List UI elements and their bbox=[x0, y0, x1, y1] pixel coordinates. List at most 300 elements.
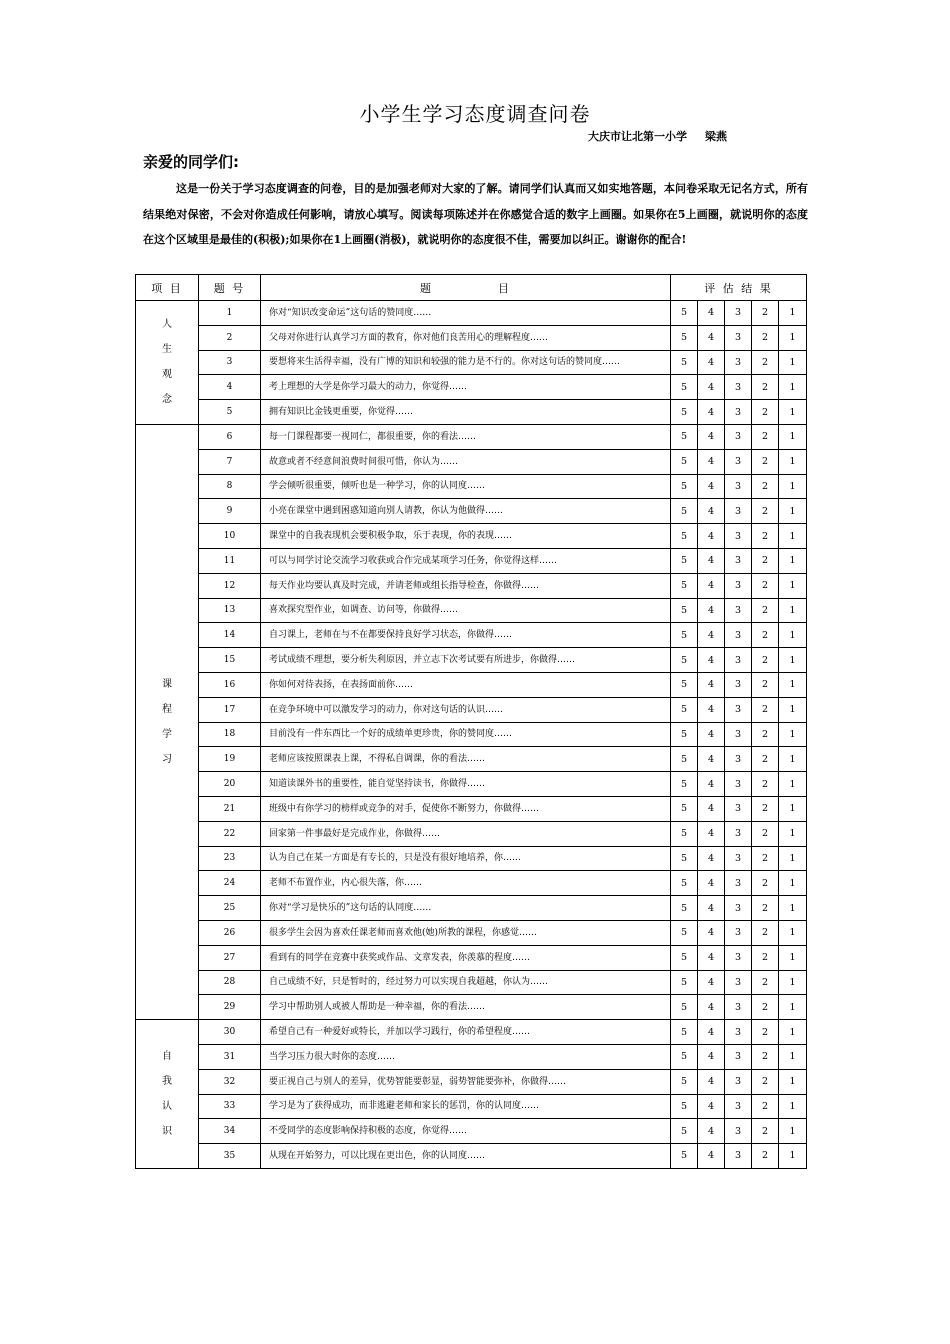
greeting: 亲爱的同学们: bbox=[143, 153, 239, 171]
header-project: 项 目 bbox=[136, 275, 199, 301]
score-option-4[interactable]: 4 bbox=[698, 1069, 725, 1094]
score-option-2[interactable]: 2 bbox=[752, 821, 779, 846]
score-option-4[interactable]: 4 bbox=[698, 821, 725, 846]
table-row bbox=[136, 499, 807, 524]
score-option-5[interactable]: 5 bbox=[671, 697, 698, 722]
score-option-5[interactable]: 5 bbox=[671, 796, 698, 821]
score-option-3[interactable]: 3 bbox=[725, 548, 752, 573]
score-option-3[interactable]: 3 bbox=[725, 896, 752, 921]
score-option-3[interactable]: 3 bbox=[725, 301, 752, 326]
score-option-4[interactable]: 4 bbox=[698, 325, 725, 350]
score-option-2[interactable]: 2 bbox=[752, 524, 779, 549]
section-char: 人 bbox=[162, 319, 172, 331]
question-text: 可以与同学讨论交流学习收获或合作完成某项学习任务，你觉得这样…… bbox=[261, 548, 671, 573]
score-option-1[interactable]: 1 bbox=[779, 821, 807, 846]
question-text: 认为自己在某一方面是有专长的，只是没有很好地培养，你…… bbox=[261, 846, 671, 871]
score-option-5[interactable]: 5 bbox=[671, 449, 698, 474]
section-char: 识 bbox=[162, 1126, 172, 1137]
score-option-4[interactable]: 4 bbox=[698, 573, 725, 598]
score-option-3[interactable]: 3 bbox=[725, 1144, 752, 1169]
question-number: 35 bbox=[199, 1144, 261, 1169]
section-char: 观 bbox=[162, 369, 172, 381]
question-number: 11 bbox=[199, 548, 261, 573]
question-number: 33 bbox=[199, 1094, 261, 1119]
question-number: 25 bbox=[199, 896, 261, 921]
question-text: 课堂中的自我表现机会要积极争取，乐于表现，你的表现…… bbox=[261, 524, 671, 549]
table-row bbox=[136, 623, 807, 648]
question-number: 1 bbox=[199, 301, 261, 326]
score-option-3[interactable]: 3 bbox=[725, 648, 752, 673]
score-option-5[interactable]: 5 bbox=[671, 1144, 698, 1169]
header-question: 题 目 bbox=[261, 275, 671, 301]
table-row bbox=[136, 796, 807, 821]
score-option-2[interactable]: 2 bbox=[752, 995, 779, 1020]
question-text: 喜欢探究型作业，如调查、访问等，你做得…… bbox=[261, 598, 671, 623]
score-option-2[interactable]: 2 bbox=[752, 375, 779, 400]
score-option-3[interactable]: 3 bbox=[725, 1020, 752, 1045]
score-option-5[interactable]: 5 bbox=[671, 301, 698, 326]
question-number: 10 bbox=[199, 524, 261, 549]
score-option-5[interactable]: 5 bbox=[671, 623, 698, 648]
score-option-3[interactable]: 3 bbox=[725, 474, 752, 499]
section-char: 认 bbox=[162, 1101, 172, 1112]
table-row bbox=[136, 1020, 807, 1045]
question-number: 19 bbox=[199, 747, 261, 772]
score-option-1[interactable]: 1 bbox=[779, 598, 807, 623]
score-option-1[interactable]: 1 bbox=[779, 1094, 807, 1119]
score-option-1[interactable]: 1 bbox=[779, 648, 807, 673]
score-option-2[interactable]: 2 bbox=[752, 598, 779, 623]
question-text: 故意或者不经意间浪费时间很可惜，你认为…… bbox=[261, 449, 671, 474]
question-number: 2 bbox=[199, 325, 261, 350]
score-option-4[interactable]: 4 bbox=[698, 796, 725, 821]
page-title: 小学生学习态度调查问卷 bbox=[359, 102, 591, 126]
score-option-2[interactable]: 2 bbox=[752, 747, 779, 772]
question-text: 考上理想的大学是你学习最大的动力，你觉得…… bbox=[261, 375, 671, 400]
score-option-2[interactable]: 2 bbox=[752, 896, 779, 921]
score-option-3[interactable]: 3 bbox=[725, 499, 752, 524]
question-text: 每一门课程都要一视同仁，都很重要，你的看法…… bbox=[261, 424, 671, 449]
score-option-1[interactable]: 1 bbox=[779, 524, 807, 549]
question-text: 考试成绩不理想，要分析失利原因，并立志下次考试要有所进步，你做得…… bbox=[261, 648, 671, 673]
score-option-2[interactable]: 2 bbox=[752, 424, 779, 449]
table-row bbox=[136, 697, 807, 722]
table-row bbox=[136, 672, 807, 697]
score-option-4[interactable]: 4 bbox=[698, 970, 725, 995]
score-option-5[interactable]: 5 bbox=[671, 896, 698, 921]
score-option-2[interactable]: 2 bbox=[752, 920, 779, 945]
score-option-4[interactable]: 4 bbox=[698, 995, 725, 1020]
question-text: 自己成绩不好，只是暂时的，经过努力可以实现自我超越，你认为…… bbox=[261, 970, 671, 995]
score-option-2[interactable]: 2 bbox=[752, 846, 779, 871]
table-row bbox=[136, 846, 807, 871]
question-number: 21 bbox=[199, 796, 261, 821]
score-option-5[interactable]: 5 bbox=[671, 970, 698, 995]
table-row bbox=[136, 548, 807, 573]
question-number: 3 bbox=[199, 350, 261, 375]
question-text: 目前没有一件东西比一个好的成绩单更珍贵，你的赞同度…… bbox=[261, 722, 671, 747]
score-option-1[interactable]: 1 bbox=[779, 449, 807, 474]
table-row bbox=[136, 1119, 807, 1144]
table-row bbox=[136, 449, 807, 474]
score-option-5[interactable]: 5 bbox=[671, 548, 698, 573]
score-option-3[interactable]: 3 bbox=[725, 772, 752, 797]
score-option-1[interactable]: 1 bbox=[779, 896, 807, 921]
score-option-4[interactable]: 4 bbox=[698, 648, 725, 673]
score-option-4[interactable]: 4 bbox=[698, 1044, 725, 1069]
score-option-2[interactable]: 2 bbox=[752, 573, 779, 598]
score-option-5[interactable]: 5 bbox=[671, 424, 698, 449]
table-row bbox=[136, 350, 807, 375]
score-option-5[interactable]: 5 bbox=[671, 871, 698, 896]
question-number: 12 bbox=[199, 573, 261, 598]
score-option-1[interactable]: 1 bbox=[779, 350, 807, 375]
score-option-3[interactable]: 3 bbox=[725, 672, 752, 697]
score-option-3[interactable]: 3 bbox=[725, 375, 752, 400]
score-option-5[interactable]: 5 bbox=[671, 524, 698, 549]
question-text: 自习课上，老师在与不在都要保持良好学习状态，你做得…… bbox=[261, 623, 671, 648]
score-option-2[interactable]: 2 bbox=[752, 648, 779, 673]
score-option-1[interactable]: 1 bbox=[779, 697, 807, 722]
score-option-1[interactable]: 1 bbox=[779, 400, 807, 425]
score-option-4[interactable]: 4 bbox=[698, 499, 725, 524]
score-option-3[interactable]: 3 bbox=[725, 400, 752, 425]
score-option-4[interactable]: 4 bbox=[698, 672, 725, 697]
question-text: 看到有的同学在竞赛中获奖或作品、文章发表，你羡慕的程度…… bbox=[261, 945, 671, 970]
score-option-5[interactable]: 5 bbox=[671, 920, 698, 945]
score-option-2[interactable]: 2 bbox=[752, 1094, 779, 1119]
score-option-4[interactable]: 4 bbox=[698, 747, 725, 772]
question-text: 不受同学的态度影响保持积极的态度，你觉得…… bbox=[261, 1119, 671, 1144]
score-option-1[interactable]: 1 bbox=[779, 995, 807, 1020]
score-option-4[interactable]: 4 bbox=[698, 474, 725, 499]
question-text: 回家第一件事最好是完成作业，你做得…… bbox=[261, 821, 671, 846]
score-option-2[interactable]: 2 bbox=[752, 350, 779, 375]
score-option-4[interactable]: 4 bbox=[698, 598, 725, 623]
score-option-1[interactable]: 1 bbox=[779, 623, 807, 648]
score-option-5[interactable]: 5 bbox=[671, 598, 698, 623]
survey-table bbox=[135, 274, 807, 1169]
score-option-1[interactable]: 1 bbox=[779, 945, 807, 970]
score-option-5[interactable]: 5 bbox=[671, 1119, 698, 1144]
table-row bbox=[136, 598, 807, 623]
author-line bbox=[588, 128, 727, 144]
score-option-5[interactable]: 5 bbox=[671, 1069, 698, 1094]
score-option-1[interactable]: 1 bbox=[779, 970, 807, 995]
table-row bbox=[136, 772, 807, 797]
score-option-3[interactable]: 3 bbox=[725, 945, 752, 970]
intro-paragraph: 这是一份关于学习态度调查的问卷，目的是加强老师对大家的了解。请同学们认真而又如实地答题，本问卷采取无记名方式，所有结果绝对保密，不会对你造成任何影响，请放心填写。阅读每项陈述并在你感觉合适的数字上画圈。如果你在5上画圈，就说明你的态度在这个区域里是最佳的(积极);如果你在1上画圈(消极)，就说明你的态度很不佳，需要加以纠正。谢谢你的配合! bbox=[143, 182, 808, 246]
score-option-3[interactable]: 3 bbox=[725, 871, 752, 896]
section-char: 生 bbox=[162, 344, 172, 356]
question-number: 16 bbox=[199, 672, 261, 697]
question-text: 希望自己有一种爱好或特长，并加以学习践行，你的希望程度…… bbox=[261, 1020, 671, 1045]
table-row bbox=[136, 648, 807, 673]
score-option-2[interactable]: 2 bbox=[752, 623, 779, 648]
score-option-5[interactable]: 5 bbox=[671, 772, 698, 797]
score-option-5[interactable]: 5 bbox=[671, 995, 698, 1020]
score-option-1[interactable]: 1 bbox=[779, 920, 807, 945]
score-option-5[interactable]: 5 bbox=[671, 1044, 698, 1069]
score-option-2[interactable]: 2 bbox=[752, 697, 779, 722]
score-option-3[interactable]: 3 bbox=[725, 1094, 752, 1119]
score-option-2[interactable]: 2 bbox=[752, 1044, 779, 1069]
question-number: 6 bbox=[199, 424, 261, 449]
section-char: 学 bbox=[162, 729, 172, 741]
score-option-5[interactable]: 5 bbox=[671, 1094, 698, 1119]
score-option-1[interactable]: 1 bbox=[779, 772, 807, 797]
score-option-4[interactable]: 4 bbox=[698, 623, 725, 648]
score-option-1[interactable]: 1 bbox=[779, 424, 807, 449]
question-number: 32 bbox=[199, 1069, 261, 1094]
question-text: 你如何对待表扬，在表扬面前你…… bbox=[261, 672, 671, 697]
score-option-4[interactable]: 4 bbox=[698, 697, 725, 722]
score-option-5[interactable]: 5 bbox=[671, 573, 698, 598]
score-option-3[interactable]: 3 bbox=[725, 722, 752, 747]
table-row bbox=[136, 896, 807, 921]
score-option-5[interactable]: 5 bbox=[671, 375, 698, 400]
score-option-4[interactable]: 4 bbox=[698, 1094, 725, 1119]
score-option-5[interactable]: 5 bbox=[671, 400, 698, 425]
question-text: 拥有知识比金钱更重要，你觉得…… bbox=[261, 400, 671, 425]
question-number: 31 bbox=[199, 1044, 261, 1069]
score-option-4[interactable]: 4 bbox=[698, 1144, 725, 1169]
score-option-1[interactable]: 1 bbox=[779, 375, 807, 400]
score-option-2[interactable]: 2 bbox=[752, 1144, 779, 1169]
table-row bbox=[136, 995, 807, 1020]
score-option-3[interactable]: 3 bbox=[725, 1044, 752, 1069]
question-text: 在竞争环境中可以激发学习的动力，你对这句话的认识…… bbox=[261, 697, 671, 722]
table-row bbox=[136, 524, 807, 549]
score-option-3[interactable]: 3 bbox=[725, 424, 752, 449]
question-number: 15 bbox=[199, 648, 261, 673]
score-option-1[interactable]: 1 bbox=[779, 1020, 807, 1045]
question-text: 学会倾听很重要，倾听也是一种学习，你的认同度…… bbox=[261, 474, 671, 499]
section-char: 念 bbox=[162, 394, 172, 406]
question-number: 30 bbox=[199, 1020, 261, 1045]
question-number: 23 bbox=[199, 846, 261, 871]
score-option-1[interactable]: 1 bbox=[779, 1144, 807, 1169]
score-option-2[interactable]: 2 bbox=[752, 474, 779, 499]
score-option-3[interactable]: 3 bbox=[725, 821, 752, 846]
score-option-2[interactable]: 2 bbox=[752, 871, 779, 896]
section-label bbox=[136, 424, 199, 1019]
question-number: 18 bbox=[199, 722, 261, 747]
score-option-1[interactable]: 1 bbox=[779, 871, 807, 896]
score-option-2[interactable]: 2 bbox=[752, 499, 779, 524]
score-option-2[interactable]: 2 bbox=[752, 796, 779, 821]
question-number: 9 bbox=[199, 499, 261, 524]
section-label bbox=[136, 301, 199, 425]
score-option-1[interactable]: 1 bbox=[779, 672, 807, 697]
score-option-2[interactable]: 2 bbox=[752, 722, 779, 747]
score-option-3[interactable]: 3 bbox=[725, 1069, 752, 1094]
score-option-3[interactable]: 3 bbox=[725, 350, 752, 375]
score-option-5[interactable]: 5 bbox=[671, 350, 698, 375]
section-char: 我 bbox=[162, 1076, 172, 1087]
table-row bbox=[136, 1069, 807, 1094]
question-text: 你对“知识改变命运”这句话的赞同度…… bbox=[261, 301, 671, 326]
score-option-1[interactable]: 1 bbox=[779, 722, 807, 747]
question-text: 要想将来生活得幸福，没有广博的知识和较强的能力是不行的。你对这句话的赞同度…… bbox=[261, 350, 671, 375]
score-option-3[interactable]: 3 bbox=[725, 573, 752, 598]
header-result: 评 估 结 果 bbox=[671, 275, 807, 301]
score-option-1[interactable]: 1 bbox=[779, 747, 807, 772]
score-option-4[interactable]: 4 bbox=[698, 871, 725, 896]
section-char: 习 bbox=[162, 754, 172, 766]
score-option-2[interactable]: 2 bbox=[752, 945, 779, 970]
question-text: 学习是为了获得成功，而非逃避老师和家长的惩罚，你的认同度…… bbox=[261, 1094, 671, 1119]
score-option-4[interactable]: 4 bbox=[698, 350, 725, 375]
question-number: 26 bbox=[199, 920, 261, 945]
score-option-2[interactable]: 2 bbox=[752, 548, 779, 573]
score-option-2[interactable]: 2 bbox=[752, 449, 779, 474]
header-number: 题 号 bbox=[199, 275, 261, 301]
score-option-3[interactable]: 3 bbox=[725, 796, 752, 821]
score-option-5[interactable]: 5 bbox=[671, 747, 698, 772]
section-char: 自 bbox=[162, 1051, 172, 1062]
score-option-1[interactable]: 1 bbox=[779, 1119, 807, 1144]
table-row bbox=[136, 722, 807, 747]
question-number: 17 bbox=[199, 697, 261, 722]
table-row bbox=[136, 871, 807, 896]
score-option-1[interactable]: 1 bbox=[779, 573, 807, 598]
score-option-5[interactable]: 5 bbox=[671, 499, 698, 524]
score-option-3[interactable]: 3 bbox=[725, 524, 752, 549]
score-option-5[interactable]: 5 bbox=[671, 648, 698, 673]
score-option-4[interactable]: 4 bbox=[698, 1020, 725, 1045]
table-header-row bbox=[136, 275, 807, 301]
question-text: 要正视自己与别人的差异，优势智能要彰显，弱势智能要弥补，你做得…… bbox=[261, 1069, 671, 1094]
question-text: 学习中帮助别人或被人帮助是一种幸福，你的看法…… bbox=[261, 995, 671, 1020]
score-option-3[interactable]: 3 bbox=[725, 623, 752, 648]
table-row bbox=[136, 945, 807, 970]
section-char: 课 bbox=[162, 679, 172, 691]
score-option-4[interactable]: 4 bbox=[698, 920, 725, 945]
question-number: 14 bbox=[199, 623, 261, 648]
question-number: 4 bbox=[199, 375, 261, 400]
table-row bbox=[136, 1044, 807, 1069]
question-number: 22 bbox=[199, 821, 261, 846]
question-number: 29 bbox=[199, 995, 261, 1020]
score-option-3[interactable]: 3 bbox=[725, 697, 752, 722]
score-option-2[interactable]: 2 bbox=[752, 672, 779, 697]
score-option-3[interactable]: 3 bbox=[725, 846, 752, 871]
score-option-3[interactable]: 3 bbox=[725, 920, 752, 945]
table-row bbox=[136, 1094, 807, 1119]
score-option-1[interactable]: 1 bbox=[779, 474, 807, 499]
score-option-2[interactable]: 2 bbox=[752, 772, 779, 797]
score-option-4[interactable]: 4 bbox=[698, 375, 725, 400]
score-option-4[interactable]: 4 bbox=[698, 772, 725, 797]
score-option-4[interactable]: 4 bbox=[698, 548, 725, 573]
question-text: 老师不布置作业，内心很失落，你…… bbox=[261, 871, 671, 896]
score-option-3[interactable]: 3 bbox=[725, 598, 752, 623]
score-option-2[interactable]: 2 bbox=[752, 1069, 779, 1094]
table-row bbox=[136, 1144, 807, 1169]
score-option-3[interactable]: 3 bbox=[725, 995, 752, 1020]
score-option-3[interactable]: 3 bbox=[725, 449, 752, 474]
table-row bbox=[136, 970, 807, 995]
score-option-1[interactable]: 1 bbox=[779, 796, 807, 821]
table-row bbox=[136, 375, 807, 400]
score-option-4[interactable]: 4 bbox=[698, 449, 725, 474]
question-text: 每天作业均要认真及时完成，并请老师或组长指导检查，你做得…… bbox=[261, 573, 671, 598]
score-option-4[interactable]: 4 bbox=[698, 400, 725, 425]
score-option-2[interactable]: 2 bbox=[752, 301, 779, 326]
question-number: 5 bbox=[199, 400, 261, 425]
score-option-5[interactable]: 5 bbox=[671, 672, 698, 697]
score-option-5[interactable]: 5 bbox=[671, 945, 698, 970]
table-row bbox=[136, 301, 807, 326]
score-option-1[interactable]: 1 bbox=[779, 1044, 807, 1069]
table-row bbox=[136, 573, 807, 598]
score-option-2[interactable]: 2 bbox=[752, 970, 779, 995]
table-row bbox=[136, 400, 807, 425]
score-option-2[interactable]: 2 bbox=[752, 1119, 779, 1144]
table-row bbox=[136, 821, 807, 846]
author-school: 大庆市让北第一小学 bbox=[588, 130, 687, 143]
score-option-3[interactable]: 3 bbox=[725, 325, 752, 350]
score-option-5[interactable]: 5 bbox=[671, 474, 698, 499]
question-number: 34 bbox=[199, 1119, 261, 1144]
author-name: 梁燕 bbox=[705, 130, 727, 143]
score-option-2[interactable]: 2 bbox=[752, 400, 779, 425]
score-option-4[interactable]: 4 bbox=[698, 846, 725, 871]
table-row bbox=[136, 747, 807, 772]
section-label bbox=[136, 1020, 199, 1169]
score-option-4[interactable]: 4 bbox=[698, 524, 725, 549]
score-option-1[interactable]: 1 bbox=[779, 325, 807, 350]
score-option-2[interactable]: 2 bbox=[752, 1020, 779, 1045]
score-option-4[interactable]: 4 bbox=[698, 424, 725, 449]
score-option-5[interactable]: 5 bbox=[671, 846, 698, 871]
table-row bbox=[136, 920, 807, 945]
score-option-3[interactable]: 3 bbox=[725, 747, 752, 772]
table-row bbox=[136, 474, 807, 499]
score-option-4[interactable]: 4 bbox=[698, 1119, 725, 1144]
question-number: 7 bbox=[199, 449, 261, 474]
question-number: 27 bbox=[199, 945, 261, 970]
score-option-4[interactable]: 4 bbox=[698, 301, 725, 326]
question-text: 小亮在课堂中遇到困惑知道向别人请教，你认为他做得…… bbox=[261, 499, 671, 524]
score-option-4[interactable]: 4 bbox=[698, 722, 725, 747]
score-option-1[interactable]: 1 bbox=[779, 1069, 807, 1094]
score-option-4[interactable]: 4 bbox=[698, 945, 725, 970]
score-option-1[interactable]: 1 bbox=[779, 301, 807, 326]
score-option-5[interactable]: 5 bbox=[671, 325, 698, 350]
score-option-3[interactable]: 3 bbox=[725, 1119, 752, 1144]
score-option-1[interactable]: 1 bbox=[779, 846, 807, 871]
score-option-5[interactable]: 5 bbox=[671, 722, 698, 747]
question-text: 班级中有你学习的榜样或竞争的对手，促使你不断努力，你做得…… bbox=[261, 796, 671, 821]
score-option-5[interactable]: 5 bbox=[671, 821, 698, 846]
score-option-5[interactable]: 5 bbox=[671, 1020, 698, 1045]
question-number: 13 bbox=[199, 598, 261, 623]
score-option-1[interactable]: 1 bbox=[779, 548, 807, 573]
score-option-1[interactable]: 1 bbox=[779, 499, 807, 524]
score-option-4[interactable]: 4 bbox=[698, 896, 725, 921]
score-option-2[interactable]: 2 bbox=[752, 325, 779, 350]
question-text: 你对“学习是快乐的”这句话的认同度…… bbox=[261, 896, 671, 921]
question-text: 老师应该按照课表上课，不得私自调课，你的看法…… bbox=[261, 747, 671, 772]
question-text: 父母对你进行认真学习方面的教育，你对他们良苦用心的理解程度…… bbox=[261, 325, 671, 350]
score-option-3[interactable]: 3 bbox=[725, 970, 752, 995]
question-number: 20 bbox=[199, 772, 261, 797]
table-row bbox=[136, 325, 807, 350]
section-char: 程 bbox=[162, 704, 172, 716]
question-text: 知道读课外书的重要性，能自觉坚持读书，你做得…… bbox=[261, 772, 671, 797]
